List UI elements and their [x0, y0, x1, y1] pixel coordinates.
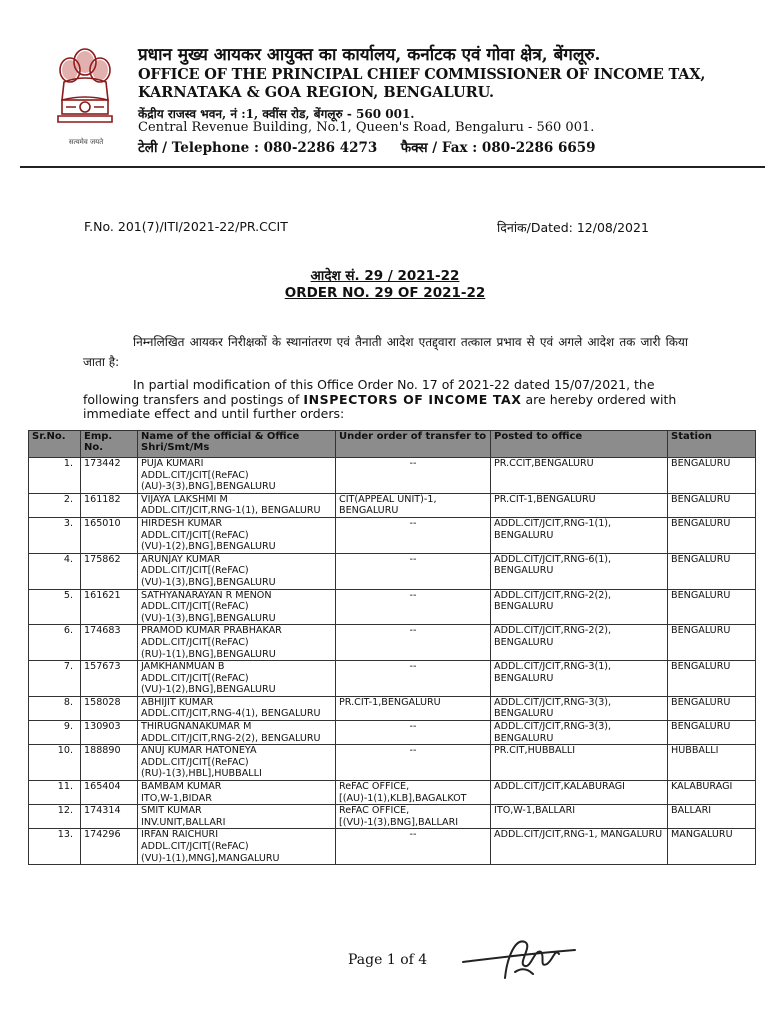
official-office: ADDL.CIT/JCIT[(ReFAC)(VU)-1(2),BNG],BENGALURU	[141, 529, 276, 553]
official-office: ADDL.CIT/JCIT[(ReFAC)(VU)-1(3),BNG],BENGALURU	[141, 601, 276, 624]
station-cell: BENGALURU	[668, 696, 756, 720]
official-name: ANUJ KUMAR HATONEYA	[141, 745, 257, 757]
station-cell: BENGALURU	[668, 458, 756, 494]
posted-cell: ADDL.CIT/JCIT,RNG-1(1), BENGALURU	[491, 517, 668, 553]
emp-no-cell: 158028	[81, 696, 138, 720]
emp-no-cell: 173442	[81, 458, 138, 494]
header-posted-to: Posted to office	[491, 431, 668, 458]
national-emblem-icon	[50, 42, 120, 134]
posted-cell: ADDL.CIT/JCIT,RNG-6(1), BENGALURU	[491, 553, 668, 589]
sr-no-cell: 8.	[29, 696, 81, 720]
table-row	[29, 829, 756, 865]
official-name: SATHYANARAYAN R MENON	[141, 589, 272, 601]
transfer-cell: --	[336, 745, 491, 781]
official-cell	[138, 696, 336, 720]
transfer-cell: ReFAC OFFICE,[(AU)-1(1),KLB],BAGALKOT	[336, 781, 491, 805]
station-cell: BENGALURU	[668, 589, 756, 625]
station-cell: MANGALURU	[668, 829, 756, 865]
transfer-cell: --	[336, 553, 491, 589]
official-cell	[138, 517, 336, 553]
table-header-row	[29, 431, 756, 458]
official-office: ADDL.CIT/JCIT[(ReFAC)(AU)-3(3),BNG],BENGALURU	[141, 469, 276, 493]
official-cell	[138, 781, 336, 805]
emp-no-cell: 174296	[81, 829, 138, 865]
official-office: ITO,W-1,BIDAR	[141, 792, 212, 804]
emp-no-cell: 175862	[81, 553, 138, 589]
transfer-table	[28, 430, 756, 865]
address-hindi: केंद्रीय राजस्व भवन, नं :1, क्वींस रोड, बेंगलूरु - 560 001.	[138, 107, 415, 121]
station-cell: BENGALURU	[668, 493, 756, 517]
official-office: ADDL.CIT/JCIT,RNG-4(1), BENGALURU	[141, 708, 321, 720]
office-title-en-line2: KARNATAKA & GOA REGION, BENGALURU.	[138, 84, 495, 101]
para-en-bold: INSPECTORS OF INCOME TAX	[303, 391, 522, 407]
transfer-cell: --	[336, 721, 491, 745]
sr-no-cell: 3.	[29, 517, 81, 553]
header-name-office: Name of the official & Office Shri/Smt/Ms	[138, 431, 336, 458]
sr-no-cell: 5.	[29, 589, 81, 625]
header-transfer-to: Under order of transfer to	[336, 431, 491, 458]
table-row	[29, 745, 756, 781]
transfer-cell: CIT(APPEAL UNIT)-1, BENGALURU	[336, 493, 491, 517]
table-row	[29, 661, 756, 697]
sr-no-cell: 10.	[29, 745, 81, 781]
official-office: ADDL.CIT/JCIT[(ReFAC)(VU)-1(3),BNG],BENGALURU	[141, 565, 276, 588]
transfer-cell: --	[336, 625, 491, 661]
transfer-cell: --	[336, 517, 491, 553]
official-name: THIRUGNANAKUMAR M	[141, 721, 252, 733]
order-title-en: ORDER NO. 29 OF 2021-22	[284, 285, 486, 301]
header-station: Station	[668, 431, 756, 458]
station-cell: BENGALURU	[668, 625, 756, 661]
official-cell	[138, 805, 336, 829]
official-cell	[138, 625, 336, 661]
para-en-after: are hereby ordered with immediate effect and until further orders:	[83, 391, 677, 421]
posted-cell: ADDL.CIT/JCIT,RNG-2(2), BENGALURU	[491, 589, 668, 625]
transfer-cell: --	[336, 458, 491, 494]
posted-cell: PR.CIT-1,BENGALURU	[491, 493, 668, 517]
table-row	[29, 805, 756, 829]
official-cell	[138, 553, 336, 589]
station-cell: BENGALURU	[668, 661, 756, 697]
posted-cell: ADDL.CIT/JCIT,RNG-3(3), BENGALURU	[491, 721, 668, 745]
posted-cell: ADDL.CIT/JCIT,RNG-1, MANGALURU	[491, 829, 668, 865]
official-name: IRFAN RAICHURI	[141, 829, 219, 841]
official-cell	[138, 493, 336, 517]
table-row	[29, 553, 756, 589]
station-cell: BENGALURU	[668, 517, 756, 553]
emp-no-cell: 165010	[81, 517, 138, 553]
posted-cell: ADDL.CIT/JCIT,RNG-3(3), BENGALURU	[491, 696, 668, 720]
emp-no-cell: 157673	[81, 661, 138, 697]
table-row	[29, 696, 756, 720]
official-office: ADDL.CIT/JCIT[(ReFAC)(RU)-1(1),BNG],BENGALURU	[141, 636, 276, 660]
sr-no-cell: 2.	[29, 493, 81, 517]
official-cell	[138, 829, 336, 865]
order-paragraph-hindi: निम्नलिखित आयकर निरीक्षकों के स्थानांतरण एवं तैनाती आदेश एतद्द्वारा तत्काल प्रभाव से एवं अगले आदेश तक जारी किया जाता है:	[83, 335, 688, 369]
posted-cell: ADDL.CIT/JCIT,RNG-2(2), BENGALURU	[491, 625, 668, 661]
emp-no-cell: 161182	[81, 493, 138, 517]
official-office: ADDL.CIT/JCIT,RNG-2(2), BENGALURU	[141, 732, 321, 744]
official-name: PRAMOD KUMAR PRABHAKAR	[141, 625, 282, 637]
posted-cell: PR.CCIT,BENGALURU	[491, 458, 668, 494]
sr-no-cell: 11.	[29, 781, 81, 805]
official-office: ADDL.CIT/JCIT[(ReFAC)(VU)-1(1),MNG],MANGALURU	[141, 841, 280, 864]
table-row	[29, 589, 756, 625]
table-row	[29, 493, 756, 517]
emp-no-cell: 165404	[81, 781, 138, 805]
station-cell: BENGALURU	[668, 721, 756, 745]
official-cell	[138, 721, 336, 745]
official-cell	[138, 589, 336, 625]
official-cell	[138, 661, 336, 697]
station-cell: BALLARI	[668, 805, 756, 829]
signature-icon	[455, 928, 605, 990]
table-row	[29, 721, 756, 745]
station-cell: HUBBALLI	[668, 745, 756, 781]
table-row	[29, 458, 756, 494]
sr-no-cell: 12.	[29, 805, 81, 829]
transfer-cell: PR.CIT-1,BENGALURU	[336, 696, 491, 720]
official-office: ADDL.CIT/JCIT,RNG-1(1), BENGALURU	[141, 505, 321, 517]
order-date: दिनांक/Dated: 12/08/2021	[497, 220, 649, 235]
transfer-cell: --	[336, 661, 491, 697]
sr-no-cell: 1.	[29, 458, 81, 494]
emp-no-cell: 161621	[81, 589, 138, 625]
station-cell: BENGALURU	[668, 553, 756, 589]
official-office: ADDL.CIT/JCIT[(ReFAC)(RU)-1(3),HBL],HUBBALLI	[141, 756, 262, 780]
header-sr-no: Sr.No.	[29, 431, 81, 458]
office-title-hindi: प्रधान मुख्य आयकर आयुक्त का कार्यालय, कर्नाटक एवं गोवा क्षेत्र, बेंगलूरु.	[138, 45, 601, 65]
official-name: BAMBAM KUMAR	[141, 781, 222, 793]
table-row	[29, 781, 756, 805]
file-number: F.No. 201(7)/ITI/2021-22/PR.CCIT	[84, 219, 288, 234]
posted-cell: ADDL.CIT/JCIT,RNG-3(1), BENGALURU	[491, 661, 668, 697]
official-name: ABHIJIT KUMAR	[141, 696, 214, 708]
official-name: PUJA KUMARI	[141, 458, 204, 469]
posted-cell: ITO,W-1,BALLARI	[491, 805, 668, 829]
transfer-cell: ReFAC OFFICE,[(VU)-1(3),BNG],BALLARI	[336, 805, 491, 829]
official-name: ARUNJAY KUMAR	[141, 553, 221, 565]
sr-no-cell: 6.	[29, 625, 81, 661]
official-cell	[138, 745, 336, 781]
official-office: INV.UNIT,BALLARI	[141, 816, 226, 828]
office-title-en-line1: OFFICE OF THE PRINCIPAL CHIEF COMMISSIONER OF INCOME TAX,	[138, 66, 706, 83]
page-number: Page 1 of 4	[348, 952, 428, 968]
transfer-cell: --	[336, 589, 491, 625]
posted-cell: PR.CIT,HUBBALLI	[491, 745, 668, 781]
sr-no-cell: 9.	[29, 721, 81, 745]
official-name: VIJAYA LAKSHMI M	[141, 493, 228, 505]
sr-no-cell: 13.	[29, 829, 81, 865]
official-name: SMIT KUMAR	[141, 805, 202, 817]
emblem-motto: सत्यमेव जयते	[68, 138, 104, 146]
official-name: HIRDESH KUMAR	[141, 517, 223, 529]
official-cell	[138, 458, 336, 494]
official-office: ADDL.CIT/JCIT[(ReFAC)(VU)-1(2),BNG],BENGALURU	[141, 672, 276, 696]
emp-no-cell: 174314	[81, 805, 138, 829]
order-paragraph-en	[83, 378, 688, 422]
emp-no-cell: 130903	[81, 721, 138, 745]
posted-cell: ADDL.CIT/JCIT,KALABURAGI	[491, 781, 668, 805]
transfer-cell: --	[336, 829, 491, 865]
emp-no-cell: 188890	[81, 745, 138, 781]
official-name: JAMKHANMUAN B	[141, 661, 225, 673]
table-row	[29, 625, 756, 661]
para-en-before: In partial modification of this Office Order No. 17 of 2021-22 dated 15/07/2021, the following transfers and postings of	[83, 377, 655, 407]
header-divider	[20, 166, 765, 168]
order-title-hindi: आदेश सं. 29 / 2021-22	[310, 268, 460, 284]
station-cell: KALABURAGI	[668, 781, 756, 805]
header-emp-no: Emp. No.	[81, 431, 138, 458]
telephone-fax: टेली / Telephone : 080-2286 4273 फैक्स / Fax : 080-2286 6659	[138, 140, 596, 156]
address-english: Central Revenue Building, No.1, Queen's Road, Bengaluru - 560 001.	[138, 120, 595, 135]
sr-no-cell: 7.	[29, 661, 81, 697]
sr-no-cell: 4.	[29, 553, 81, 589]
emp-no-cell: 174683	[81, 625, 138, 661]
table-row	[29, 517, 756, 553]
